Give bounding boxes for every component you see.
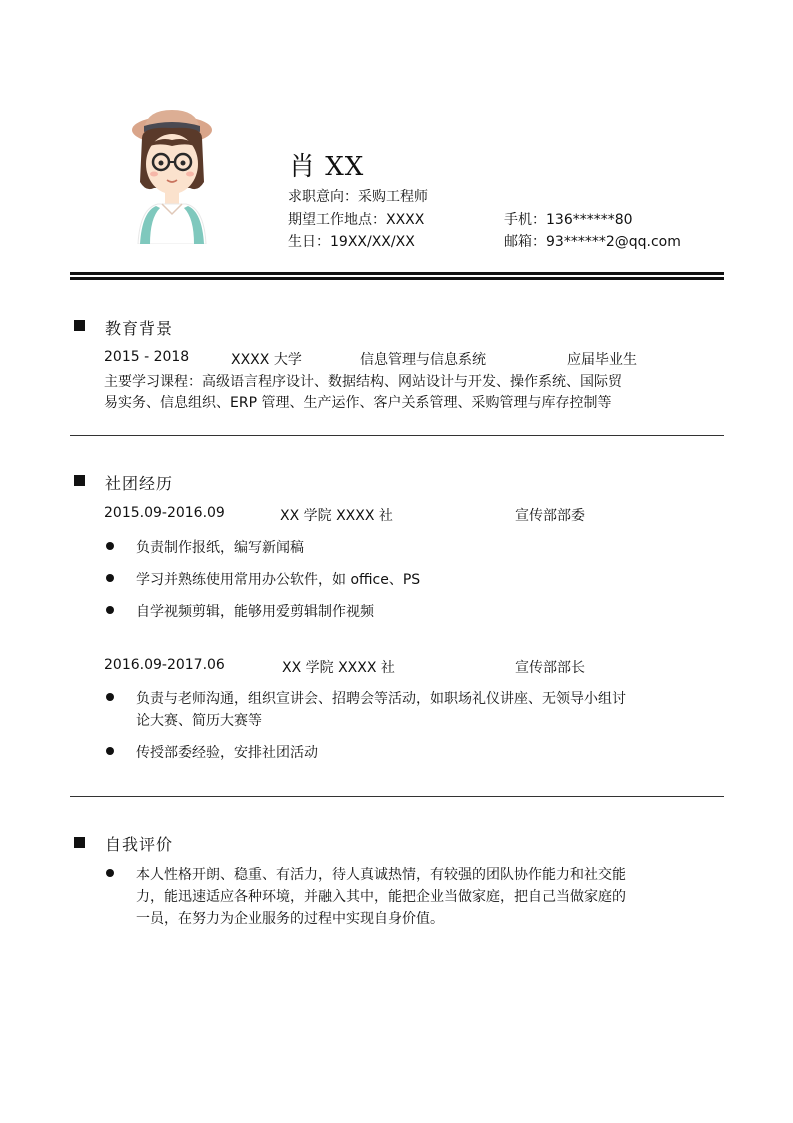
club-item: 负责制作报纸，编写新闻稿 — [136, 540, 304, 556]
header-divider-top — [70, 272, 724, 275]
club-role: 宣传部部委 — [515, 508, 585, 524]
self-eval-line2: 力，能迅速适应各种环境，并融入其中，能把企业当做家庭，把自己当做家庭的 — [136, 889, 626, 905]
self-eval-line1: 本人性格开朗、稳重、有活力，待人真诚热情，有较强的团队协作能力和社交能 — [136, 867, 626, 883]
avatar — [128, 108, 216, 244]
email-address: 邮箱：93******2@qq.com — [504, 234, 681, 250]
bullet-icon — [106, 747, 114, 755]
bullet-icon — [106, 693, 114, 701]
club-item: 自学视频剪辑，能够用爱剪辑制作视频 — [136, 604, 374, 620]
club-role: 宣传部部长 — [515, 660, 585, 676]
section-divider — [70, 435, 724, 436]
education-school: XXXX 大学 — [231, 352, 302, 368]
expected-location: 期望工作地点：XXXX — [288, 212, 425, 228]
education-status: 应届毕业生 — [567, 352, 637, 368]
bullet-icon — [106, 574, 114, 582]
header-divider-bottom — [70, 277, 724, 280]
job-target: 求职意向：采购工程师 — [288, 189, 428, 205]
phone-number: 手机：136******80 — [504, 212, 633, 228]
birthday: 生日：19XX/XX/XX — [288, 234, 415, 250]
club-item: 学习并熟练使用常用办公软件，如 office、PS — [136, 572, 421, 588]
club-period: 2016.09-2017.06 — [104, 657, 225, 673]
education-major: 信息管理与信息系统 — [360, 352, 486, 368]
education-courses-line2: 易实务、信息组织、ERP 管理、生产运作、客户关系管理、采购管理与库存控制等 — [104, 395, 612, 411]
section-marker-icon — [74, 475, 85, 486]
club-item: 传授部委经验，安排社团活动 — [136, 745, 318, 761]
club-org: XX 学院 XXXX 社 — [280, 508, 393, 524]
section-marker-icon — [74, 837, 85, 848]
section-marker-icon — [74, 320, 85, 331]
club-org: XX 学院 XXXX 社 — [282, 660, 395, 676]
section-divider — [70, 796, 724, 797]
bullet-icon — [106, 606, 114, 614]
candidate-name: 肖 XX — [289, 152, 365, 182]
club-item-continued: 论大赛、简历大赛等 — [136, 713, 262, 729]
education-period: 2015 - 2018 — [104, 349, 190, 365]
bullet-icon — [106, 869, 114, 877]
club-item: 负责与老师沟通，组织宣讲会、招聘会等活动，如职场礼仪讲座、无领导小组讨 — [136, 691, 626, 707]
clubs-title: 社团经历 — [105, 474, 174, 493]
education-courses-line1: 主要学习课程：高级语言程序设计、数据结构、网站设计与开发、操作系统、国际贸 — [104, 374, 622, 390]
bullet-icon — [106, 542, 114, 550]
club-period: 2015.09-2016.09 — [104, 505, 225, 521]
self-eval-title: 自我评价 — [105, 835, 174, 854]
education-title: 教育背景 — [105, 319, 174, 338]
self-eval-line3: 一员，在努力为企业服务的过程中实现自身价值。 — [136, 911, 444, 927]
